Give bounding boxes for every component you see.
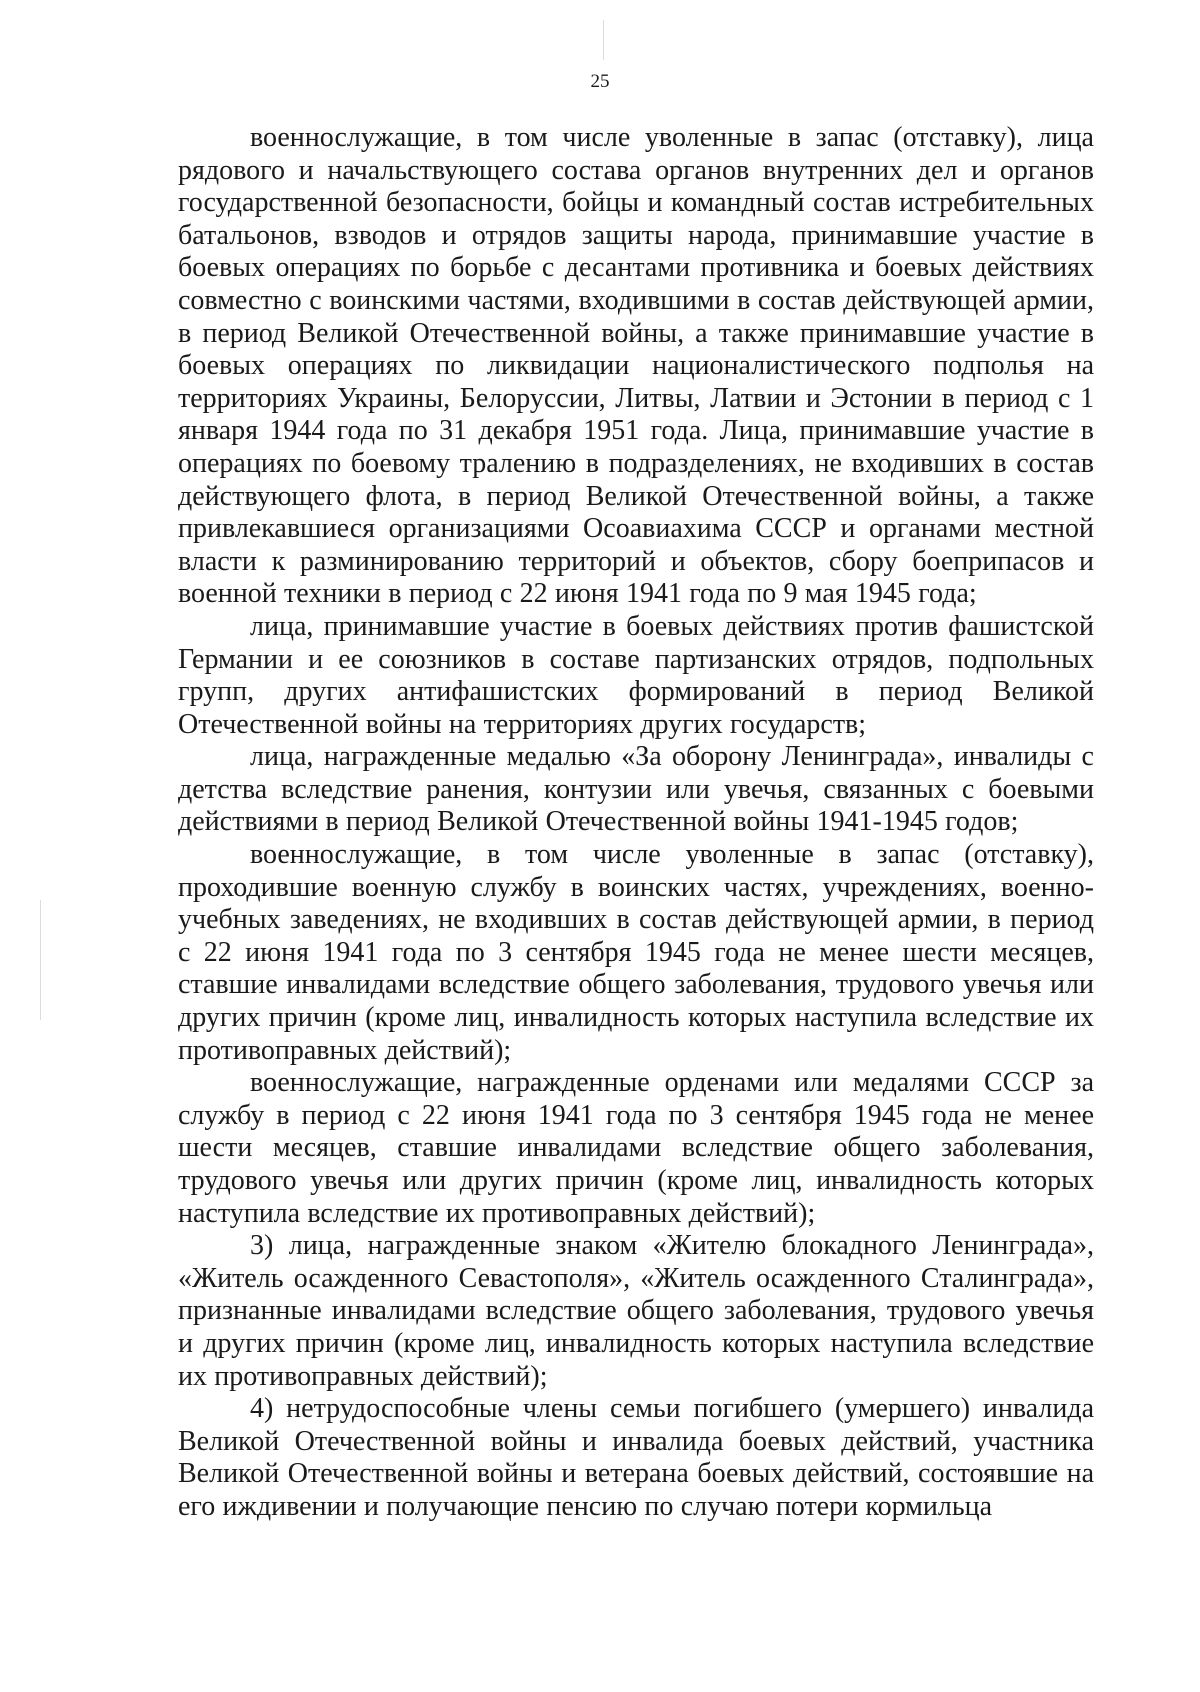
paragraph-item-4-family-members: 4) нетрудоспособные члены семьи погибшего (умершего) инвалида Великой Отечественной войны и инвалида боевых действий, участника Великой Отечественной войны и ветерана боевых действий, состоявшие на его иждивении и получающие пенсию по случаю потери кормильца (178, 1393, 1094, 1522)
paragraph-servicemen-rear-units: военнослужащие, в том числе уволенные в запас (отставку), проходившие военную службу в воинских частях, учреждениях, военно-учебных заведениях, не входивших в состав действующей армии, в период с 22 июня 1941 года по 3 сентября 1945 года не менее шести месяцев, ставшие инвалидами вследствие общего заболевания, трудового увечья или других причин (кроме лиц, инвалидность которых наступила вследствие их противоправных действий); (178, 839, 1094, 1066)
scan-artifact-line (603, 20, 604, 60)
paragraph-leningrad-medal: лица, награжденные медалью «За оборону Ленинграда», инвалиды с детства вследствие ранения, контузии или увечья, связанных с боевыми действиями в период Великой Отечественной войны 1941-1945 годов; (178, 741, 1094, 838)
paragraph-partisans: лица, принимавшие участие в боевых действиях против фашистской Германии и ее союзников в составе партизанских отрядов, подпольных групп, других антифашистских формирований в период Великой Отечественной войны на территориях других государств; (178, 610, 1094, 740)
document-body (178, 122, 1094, 1524)
scan-artifact-line (40, 900, 41, 1020)
paragraph-servicemen-awarded: военнослужащие, награжденные орденами или медалями СССР за службу в период с 22 июня 1941 года по 3 сентября 1945 года не менее шести месяцев, ставшие инвалидами вследствие общего заболевания, трудового увечья или других причин (кроме лиц, инвалидность которых наступила вследствие их противоправных действий); (178, 1067, 1094, 1229)
paragraph-item-3-blockade-residents: 3) лица, награжденные знаком «Жителю блокадного Ленинграда», «Житель осажденного Севастополя», «Житель осажденного Сталинграда», признанные инвалидами вследствие общего заболевания, трудового увечья и других причин (кроме лиц, инвалидность которых наступила вследствие их противоправных действий); (178, 1230, 1094, 1392)
page-number: 25 (590, 71, 610, 92)
paragraph-servicemen-combat-operations: военнослужащие, в том числе уволенные в запас (отставку), лица рядового и начальствующего состава органов внутренних дел и органов государственной безопасности, бойцы и командный состав истребительных батальонов, взводов и отрядов защиты народа, принимавшие участие в боевых операциях по борьбе с десантами противника и боевых действиях совместно с воинскими частями, входившими в состав действующей армии, в период Великой Отечественной войны, а также принимавшие участие в боевых операциях по ликвидации националистического подполья на территориях Украины, Белоруссии, Литвы, Латвии и Эстонии в период с 1 января 1944 года по 31 декабря 1951 года. Лица, принимавшие участие в операциях по боевому тралению в подразделениях, не входивших в состав действующего флота, в период Великой Отечественной войны, а также привлекавшиеся организациями Осоавиахима СССР и органами местной власти к разминированию территорий и объектов, сбору боеприпасов и военной техники в период с 22 июня 1941 года по 9 мая 1945 года; (178, 122, 1094, 610)
